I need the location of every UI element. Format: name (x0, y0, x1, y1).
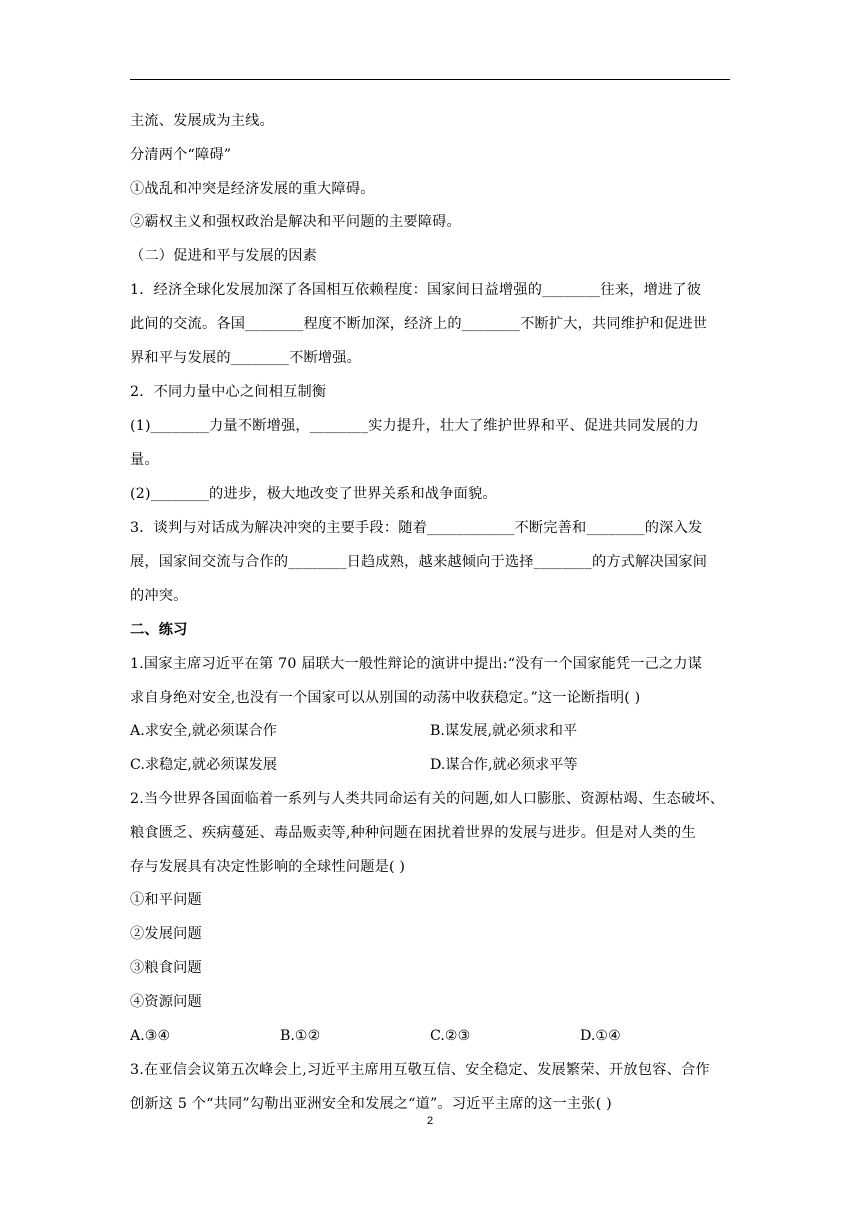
text-line: 2．不同力量中心之间相互制衡 (130, 384, 327, 400)
question-2-line: 存与发展具有决定性影响的全球性问题是( ) (130, 859, 406, 875)
text-line: ②霸权主义和强权政治是解决和平问题的主要障碍。 (130, 214, 461, 230)
text-line: 的冲突。 (130, 588, 188, 604)
q1-option-b: B.谋发展,就必须求和平 (430, 723, 578, 739)
text-line: 展，国家间交流与合作的________日趋成熟，越来越倾向于选择________的方式解决国家间 (130, 554, 708, 570)
text-line: 量。 (130, 452, 159, 468)
question-2-line: 2.当今世界各国面临着一系列与人类共同命运有关的问题,如人口膨胀、资源枯竭、生态破坏、 (130, 791, 725, 807)
q2-option-a: A.③④ (130, 1028, 171, 1044)
exercise-heading: 二、练习 (130, 622, 188, 638)
text-line: 1．经济全球化发展加深了各国相互依赖程度：国家间日益增强的________往来，增进了彼 (130, 282, 702, 298)
q2-item: ①和平问题 (130, 892, 202, 908)
question-3-line: 3.在亚信会议第五次峰会上,习近平主席用互敬互信、安全稳定、发展繁荣、开放包容、合作 (130, 1062, 710, 1078)
page-number: 2 (426, 1115, 434, 1127)
question-1-line: 1.国家主席习近平在第 70 届联大一般性辩论的演讲中提出:“没有一个国家能凭一己之力谋 (130, 656, 703, 672)
q1-option-a: A.求安全,就必须谋合作 (130, 723, 277, 739)
q1-option-c: C.求稳定,就必须谋发展 (130, 757, 278, 773)
question-2-line: 粮食匮乏、疾病蔓延、毒品贩卖等,种种问题在困扰着世界的发展与进步。但是对人类的生 (130, 825, 696, 841)
text-line: 3．谈判与对话成为解决冲突的主要手段：随着____________不断完善和________的深入发 (130, 520, 703, 536)
question-3-line: 创新这 5 个“共同”勾勒出亚洲安全和发展之“道”。习近平主席的这一主张( ) (130, 1096, 612, 1112)
q1-option-d: D.谋合作,就必须求平等 (430, 757, 578, 773)
q2-option-d: D.①④ (580, 1028, 621, 1044)
q2-item: ③粮食问题 (130, 960, 202, 976)
text-line: 主流、发展成为主线。 (130, 113, 274, 129)
q2-item: ④资源问题 (130, 994, 202, 1010)
text-line: 此间的交流。各国________程度不断加深，经济上的________不断扩大，共同维护和促进世 (130, 316, 708, 332)
q2-option-b: B.①② (280, 1028, 321, 1044)
text-line: 分清两个“障碍” (130, 147, 232, 163)
question-1-line: 求自身绝对安全,也没有一个国家可以从别国的动荡中收获稳定。”这一论断指明( ) (130, 690, 641, 706)
section-heading: （二）促进和平与发展的因素 (130, 248, 318, 264)
text-line: (2)________的进步，极大地改变了世界关系和战争面貌。 (130, 486, 497, 502)
text-line: (1)________力量不断增强，________实力提升，壮大了维护世界和平、促进共同发展的力 (130, 418, 700, 434)
text-line: 界和平与发展的________不断增强。 (130, 350, 362, 366)
q2-option-c: C.②③ (430, 1028, 471, 1044)
q2-item: ②发展问题 (130, 926, 202, 942)
text-line: ①战乱和冲突是经济发展的重大障碍。 (130, 181, 375, 197)
header-rule (130, 79, 730, 80)
